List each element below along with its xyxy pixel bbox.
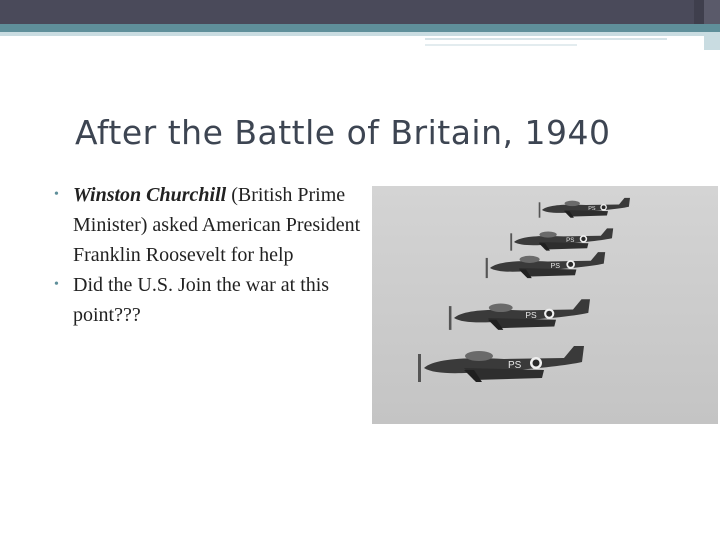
bullet-text: (British Prime Minister) asked American President Franklin Roosevelt for help [73,184,361,266]
plane-marking: PS [588,206,596,212]
bullet-emphasis: Winston Churchill [73,184,227,206]
warplanes-photo [372,186,718,424]
header-tab-accent [694,0,704,24]
header-decor-line [425,38,667,40]
bullet-icon: • [54,277,59,292]
bullet-item [52,270,362,330]
header-right-block [704,32,720,50]
bullet-text: Did the U.S. Join the war at this point??? [73,274,330,326]
plane-marking: PS [508,360,522,371]
header-accent-stripe [0,24,720,32]
header-band [0,0,720,24]
header-tab-accent [704,0,720,24]
header-decor-line [425,44,577,46]
plane-marking: PS [566,237,575,244]
slide-title: After the Battle of Britain, 1940 [75,113,611,152]
bullet-icon: • [54,187,59,202]
plane-marking: PS [550,261,561,270]
header-light-stripe [0,32,720,36]
plane-marking: PS [525,310,537,320]
bullet-list [52,180,362,330]
bullet-item [52,180,362,270]
